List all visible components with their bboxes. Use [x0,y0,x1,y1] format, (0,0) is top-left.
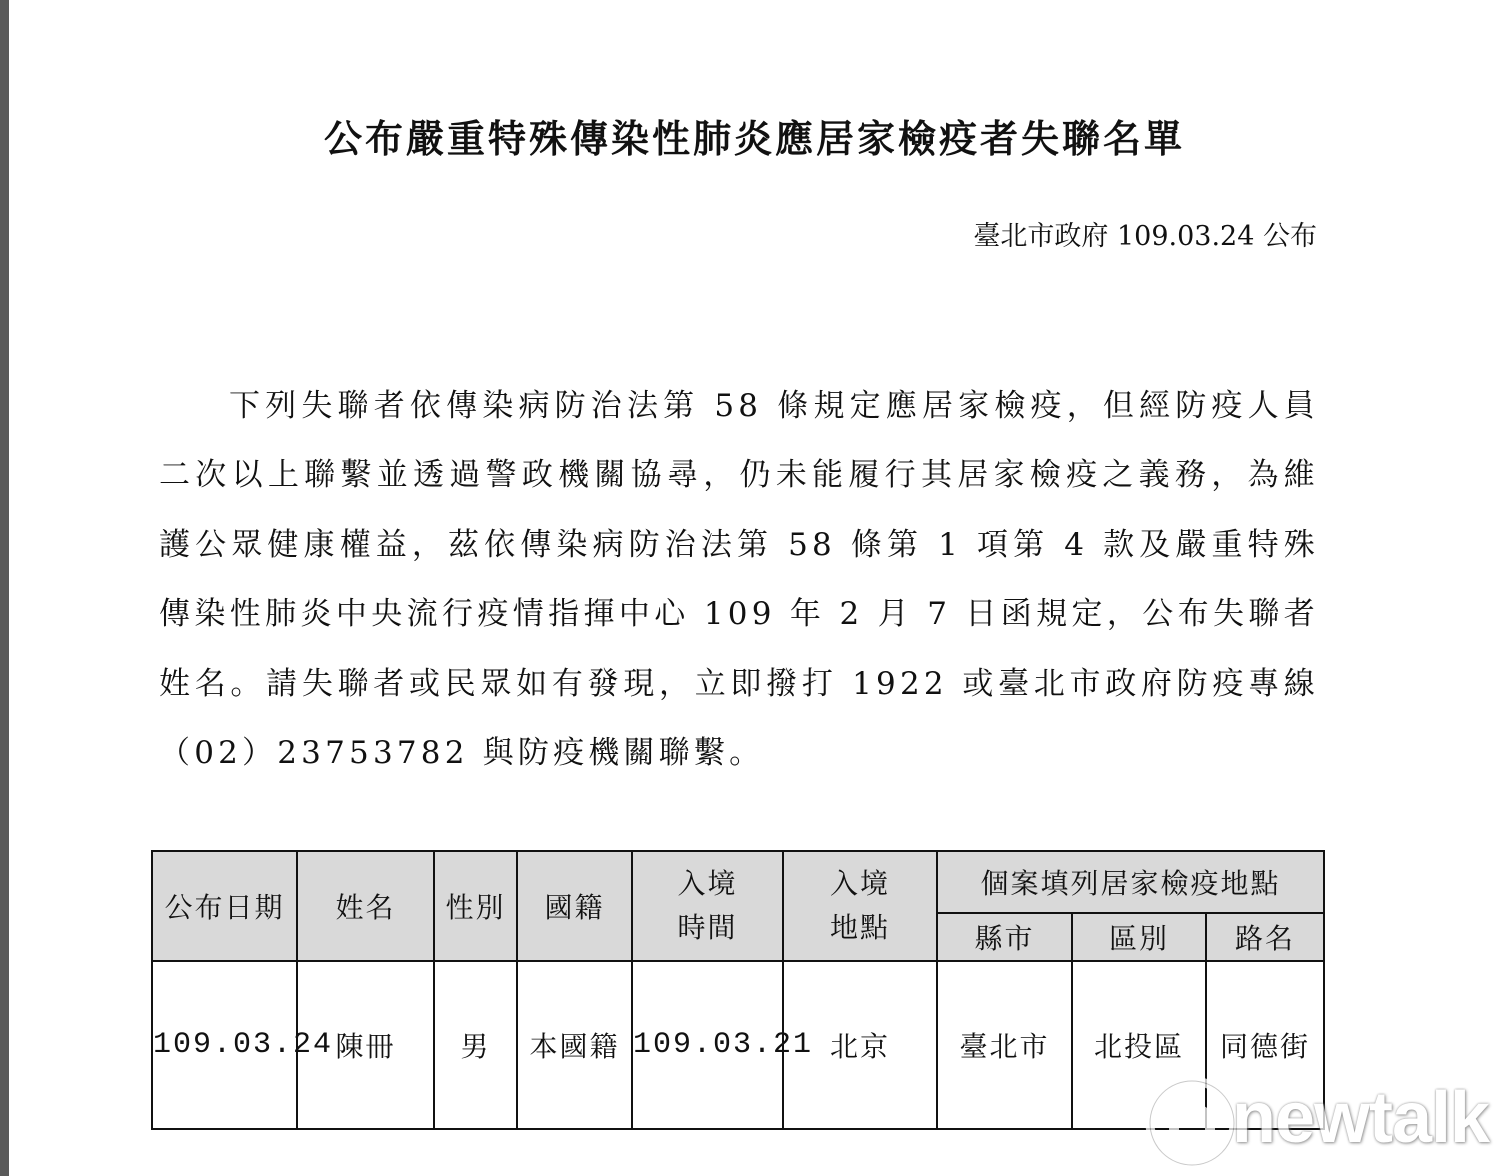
header-nationality: 國籍 [517,851,632,961]
watermark-text: newtalk [1232,1078,1490,1158]
header-gender: 性別 [434,851,517,961]
cell-entry-time: 109.03.21 [632,961,783,1129]
header-entry-place [783,851,937,961]
header-road: 路名 [1206,913,1324,961]
cell-name: 陳冊 [297,961,434,1129]
announcement-paragraph: 下列失聯者依傳染病防治法第 58 條規定應居家檢疫，但經防疫人員二次以上聯繫並透過警政機關協尋，仍未能履行其居家檢疫之義務，為維護公眾健康權益，茲依傳染病防治法第 58 條第 1 項第 4 款及嚴重特殊傳染性肺炎中央流行疫情指揮中心 109 年 2 月 7 日函規定，公布失聯者姓名。請失聯者或民眾如有發現，立即撥打 1922 或臺北市政府防疫專線（02）23753782 與防疫機關聯繫。 [159,388,1319,772]
cell-city: 臺北市 [937,961,1072,1129]
header-name: 姓名 [297,851,434,961]
header-publish-date: 公布日期 [152,851,297,961]
header-quarantine-location: 個案填列居家檢疫地點 [937,851,1324,913]
document-page [9,0,1500,1176]
header-district: 區別 [1072,913,1206,961]
newtalk-watermark [1144,1075,1500,1175]
header-entry-time-line2: 時間 [677,911,738,944]
cell-road: 同德街 [1206,961,1324,1129]
cell-entry-place: 北京 [783,961,937,1129]
cell-publish-date: 109.03.24 [152,961,297,1129]
header-entry-place-line1: 入境 [829,867,890,900]
newtalk-logo-icon [1144,1075,1240,1171]
cell-nationality: 本國籍 [517,961,632,1129]
header-city: 縣市 [937,913,1072,961]
table-header-row [152,851,1324,913]
header-entry-place-line2: 地點 [829,911,890,944]
header-entry-time-line1: 入境 [677,867,738,900]
cell-district: 北投區 [1072,961,1206,1129]
cell-gender: 男 [434,961,517,1129]
header-entry-time [632,851,783,961]
document-title: 公布嚴重特殊傳染性肺炎應居家檢疫者失聯名單 [323,116,1185,161]
publisher-line: 臺北市政府 109.03.24 公布 [973,221,1317,252]
